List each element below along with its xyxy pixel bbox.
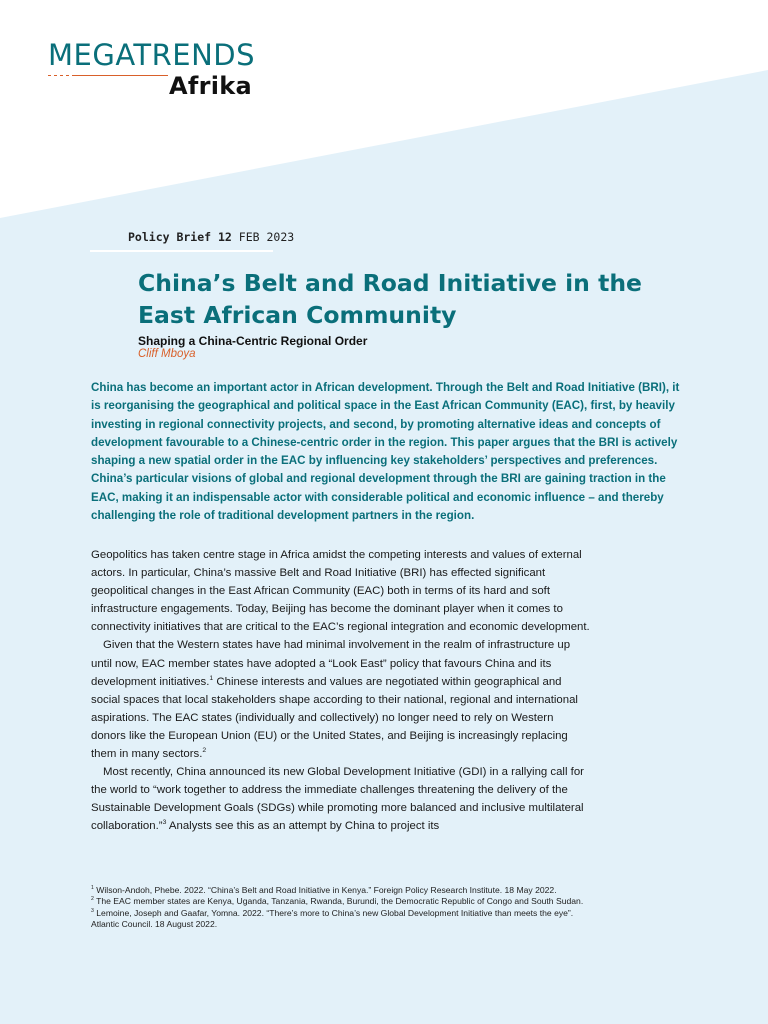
paragraph-1: Geopolitics has taken centre stage in Africa amidst the competing interests and values of external actors. In particular, China’s massive Belt and Road Initiative (BRI) has effected significant geopolitical changes in the East African Community (EAC) both in terms of its hard and soft infrastructure engagements. Today, Beijing has become the dominant player when it comes to connectivity initiatives that are critical to the EAC’s regional integration and economic development. [91, 549, 590, 634]
paragraph-2-part-b: Chinese interests and values are negotiated within geographical and social spaces that local stakeholders shape according to their national, regional and international aspirations. The EAC states (individually and collectively) no longer need to rely on Western donors like the European Union (EU) or the United States, and Beijing is increasingly replacing them in many sectors. [91, 675, 578, 761]
logo-divider [48, 75, 168, 76]
footnote-1-number: 1 [91, 885, 94, 892]
footnote-2 [91, 896, 591, 907]
body-text [91, 546, 591, 836]
footnote-3-number: 3 [91, 907, 94, 914]
footnote-3-text: Lemoine, Joseph and Gaafar, Yomna. 2022. “There’s more to China’s new Global Development Initiative than meets the eye”. Atlantic Council. 18 August 2022. [91, 907, 574, 929]
footnote-2-number: 2 [91, 896, 94, 903]
paragraph-2 [91, 636, 591, 763]
paragraph-3-part-a: Most recently, China announced its new Global Development Initiative (GDI) in a rallying call for the world to “work together to address the immediate challenges threatening the delivery of the Sustainable Development Goals (SDGs) while promoting more balanced and inclusive multilateral collaboration.” [91, 766, 584, 833]
series-label: Policy Brief 12 [128, 230, 232, 244]
meta-divider [90, 250, 273, 252]
footnotes [91, 885, 591, 930]
footnote-ref-3[interactable]: 3 [162, 819, 167, 827]
paragraph-3 [91, 763, 591, 835]
subtitle: Shaping a China-Centric Regional Order [138, 334, 368, 348]
page-title: China’s Belt and Road Initiative in the East African Community [138, 269, 642, 329]
footnote-2-text: The EAC member states are Kenya, Uganda, Tanzania, Rwanda, Burundi, the Democratic Republic of Congo and South Sudan. [93, 896, 584, 907]
logo-text-bottom: Afrika [169, 72, 253, 100]
paragraph-3-part-b: Analysts see this as an attempt by China to project its [166, 820, 440, 833]
paragraph-2-part-a: Given that the Western states have had minimal involvement in the realm of infrastructure up until now, EAC member states have adopted a “Look East” policy that favours China and its development initiatives. [91, 639, 571, 688]
publication-meta [128, 230, 294, 244]
logo-text-top: MEGATRENDS [48, 38, 256, 72]
abstract: China has become an important actor in African development. Through the Belt and Road Initiative (BRI), it is reorganising the geographical and political space in the East African Community (EAC), first, by heavily investing in regional connectivity projects, and second, by promoting alternative ideas and concepts of development favourable to a Chinese-centric order in the region. This paper argues that the BRI is actively shaping a new spatial order in the EAC by influencing key stakeholders’ perspectives and preferences. China’s particular visions of global and regional development through the BRI are gaining traction in the EAC, making it an indispensable actor with considerable political and economic influence – and thereby challenging the role of traditional development partners in the region. [91, 381, 680, 523]
megatrends-afrika-logo [48, 38, 256, 100]
author-name: Cliff Mboya [138, 348, 196, 360]
footnote-ref-1[interactable]: 1 [209, 674, 214, 682]
footnote-3 [91, 908, 591, 931]
footnote-1 [91, 885, 591, 896]
footnote-1-text: Wilson-Andoh, Phebe. 2022. “China’s Belt and Road Initiative in Kenya.” Foreign Policy Research Institute. 18 May 2022. [93, 885, 557, 895]
publication-date: FEB 2023 [238, 230, 295, 244]
footnote-ref-2[interactable]: 2 [202, 747, 207, 755]
